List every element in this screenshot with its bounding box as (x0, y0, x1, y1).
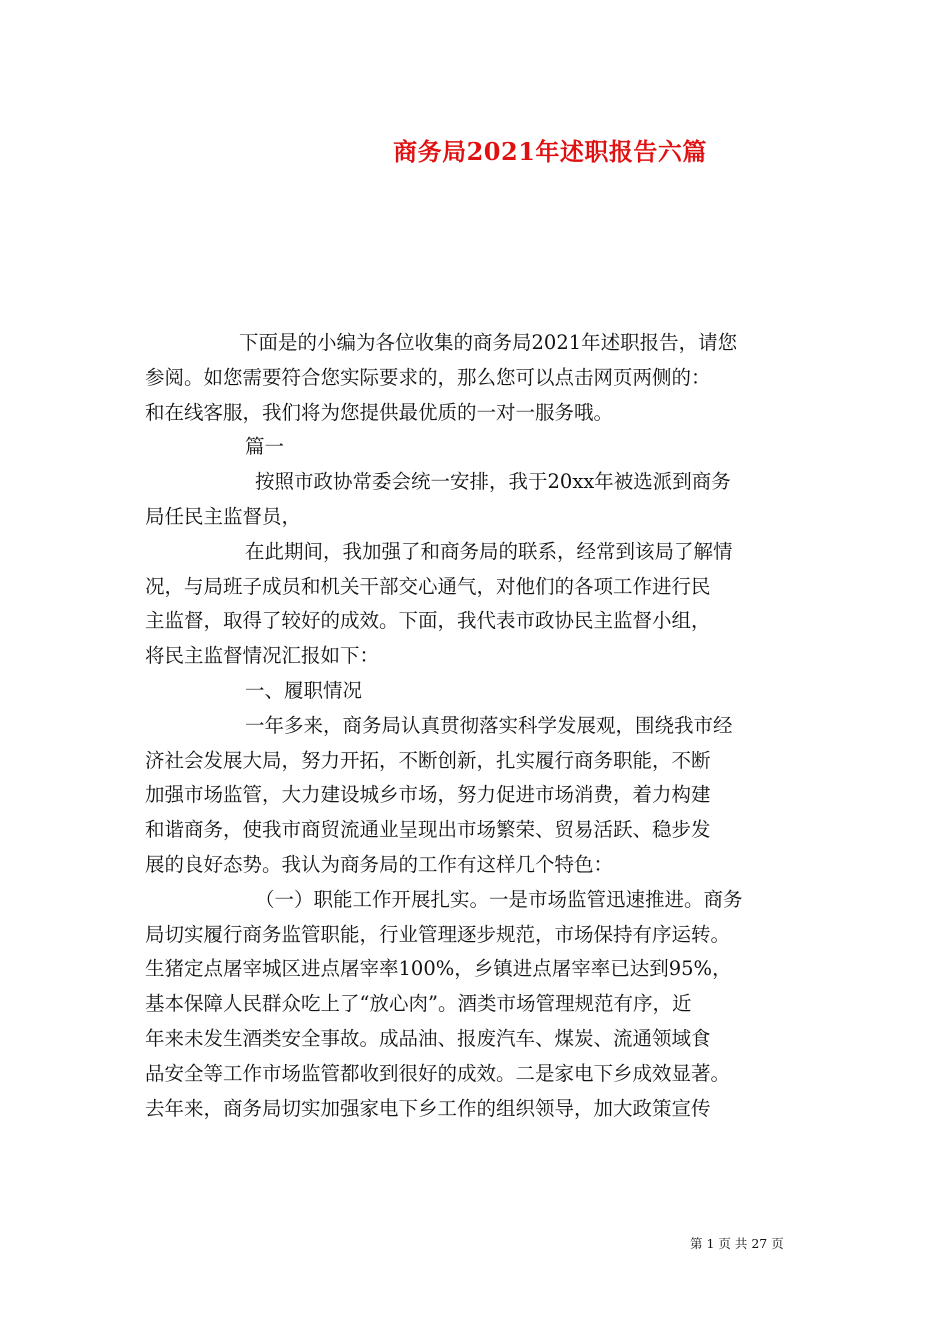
paragraph-line: 基本保障人民群众吃上了“放心肉”。酒类市场管理规范有序，近 (145, 992, 692, 1016)
paragraph-line: 年来未发生酒类安全事故。成品油、报废汽车、煤炭、流通领域食 (145, 1026, 711, 1050)
paragraph-line: 品安全等工作市场监管都收到很好的成效。二是家电下乡成效显著。 (145, 1061, 731, 1085)
document-title: 商务局2021年述职报告六篇 (393, 137, 707, 166)
section-heading: 一、履职情况 (245, 678, 363, 702)
paragraph-line: 展的良好态势。我认为商务局的工作有这样几个特色： (145, 852, 614, 876)
paragraph-line: 一年多来，商务局认真贯彻落实科学发展观，围绕我市经 (245, 713, 733, 737)
paragraph-line: 下面是的小编为各位收集的商务局2021年述职报告，请您 (239, 331, 738, 354)
paragraph-line: 主监督，取得了较好的成效。下面，我代表市政协民主监督小组， (145, 609, 711, 633)
paragraph-line: 在此期间，我加强了和商务局的联系，经常到该局了解情 (245, 539, 733, 563)
document-body (145, 326, 810, 1126)
paragraph-line: 和谐商务，使我市商贸流通业呈现出市场繁荣、贸易活跃、稳步发 (145, 818, 711, 842)
paragraph-line: 将民主监督情况汇报如下： (145, 644, 380, 668)
paragraph-line: 和在线客服，我们将为您提供最优质的一对一服务哦。 (145, 400, 614, 424)
paragraph-line: 去年来，商务局切实加强家电下乡工作的组织领导，加大政策宣传 (145, 1096, 711, 1120)
paragraph-line: 按照市政协常委会统一安排，我于20xx年被选派到商务 (255, 470, 731, 494)
paragraph-line: 加强市场监管，大力建设城乡市场，努力促进市场消费，着力构建 (145, 783, 711, 807)
paragraph-line: （一）职能工作开展扎实。一是市场监管迅速推进。商务 (255, 887, 743, 911)
page-number: 第 1 页 共 27 页 (690, 1236, 784, 1251)
paragraph-line: 况，与局班子成员和机关干部交心通气，对他们的各项工作进行民 (145, 574, 711, 598)
paragraph-line: 生猪定点屠宰城区进点屠宰率100%，乡镇进点屠宰率已达到95%， (145, 957, 732, 981)
paragraph-line: 参阅。如您需要符合您实际要求的，那么您可以点击网页两侧的： (145, 365, 711, 389)
paragraph-line: 济社会发展大局，努力开拓，不断创新，扎实履行商务职能，不断 (145, 748, 711, 772)
paragraph-line: 局任民主监督员， (145, 504, 302, 528)
paragraph-line: 局切实履行商务监管职能，行业管理逐步规范，市场保持有序运转。 (145, 922, 731, 946)
section-heading: 篇一 (245, 435, 285, 459)
